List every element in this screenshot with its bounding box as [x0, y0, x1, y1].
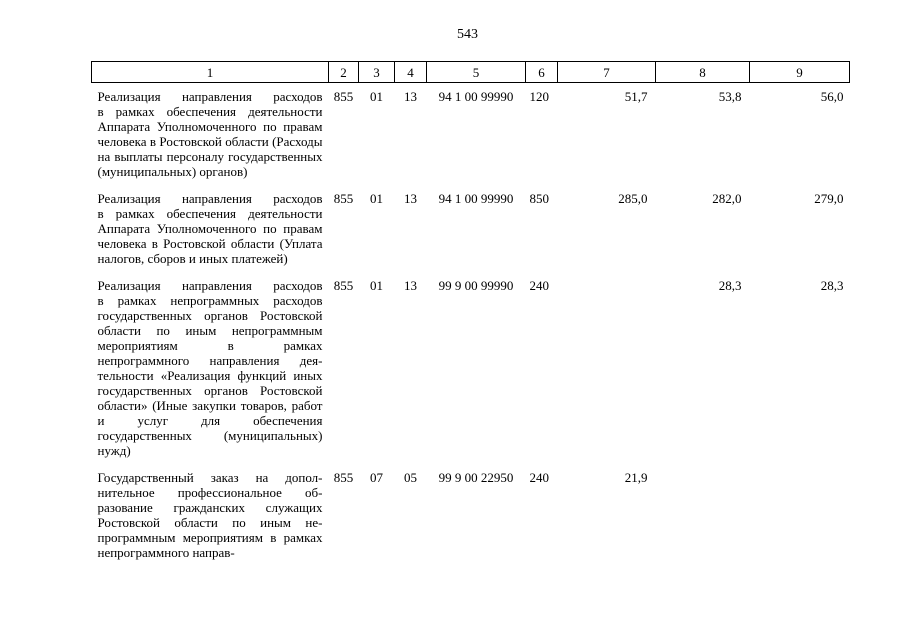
cell-ministry-code: 855 — [333, 470, 354, 485]
cell-amount-1: 285,0 — [618, 191, 648, 206]
cell-target-article: 99 9 00 22950 — [438, 470, 514, 485]
table-header-row — [92, 62, 850, 83]
column-header: 8 — [656, 62, 750, 83]
table-row — [92, 464, 850, 566]
cell-amount-3 — [750, 464, 850, 566]
cell-subsection: 13 — [404, 191, 417, 206]
column-header: 9 — [750, 62, 850, 83]
column-header: 5 — [427, 62, 526, 83]
table-row — [92, 185, 850, 272]
cell-expense-type: 120 — [529, 89, 549, 104]
cell-amount-2: 28,3 — [718, 278, 742, 293]
column-header: 4 — [395, 62, 427, 83]
cell-ministry-code: 855 — [333, 191, 354, 206]
cell-ministry-code: 855 — [333, 89, 354, 104]
cell-amount-3: 28,3 — [820, 278, 844, 293]
row-description: Государственный заказ на дополнительное профессиональное образование гражданских служащих Ростовской области по иным непрограммным мероприятиям в рамках непрограммного направ- — [97, 470, 323, 560]
cell-ministry-code: 855 — [333, 278, 354, 293]
cell-section: 01 — [370, 89, 383, 104]
cell-amount-3: 279,0 — [814, 191, 844, 206]
cell-section: 07 — [370, 470, 383, 485]
page-number: 543 — [457, 27, 478, 42]
cell-section: 01 — [370, 278, 383, 293]
column-header: 7 — [558, 62, 656, 83]
cell-section: 01 — [370, 191, 383, 206]
row-description: Реализация направления расходов в рамках непрограммных расходов государственных органов Ростовской области по иным непрограммным мероприятиям в рамках непрограммного направления деятельности «Реализация функций иных государственных органов Ростовской области» (Иные закупки товаров, работ и услуг для обеспечения государственных (муниципальных) нужд) — [97, 278, 323, 458]
cell-target-article: 94 1 00 99990 — [438, 191, 514, 206]
column-header: 1 — [92, 62, 329, 83]
column-header: 6 — [526, 62, 558, 83]
cell-target-article: 99 9 00 99990 — [438, 278, 514, 293]
column-header: 2 — [329, 62, 359, 83]
table-row — [92, 272, 850, 464]
cell-subsection: 13 — [404, 89, 417, 104]
budget-table — [91, 61, 850, 566]
cell-amount-2: 53,8 — [718, 89, 742, 104]
cell-target-article: 94 1 00 99990 — [438, 89, 514, 104]
table-row — [92, 83, 850, 186]
row-description: Реализация направления расходов в рамках обеспечения деятельности Аппарата Уполномоченного по правам человека в Ростовской области (Уплата налогов, сборов и иных платежей) — [97, 191, 323, 266]
row-description: Реализация направления расходов в рамках обеспечения деятельности Аппарата Уполномоченного по правам человека в Ростовской области (Расходы на выплаты персоналу государственных (муниципальных) органов) — [97, 89, 323, 179]
cell-subsection: 05 — [404, 470, 417, 485]
cell-amount-3: 56,0 — [820, 89, 844, 104]
cell-expense-type: 240 — [529, 278, 549, 293]
cell-expense-type: 240 — [529, 470, 549, 485]
cell-amount-2: 282,0 — [712, 191, 742, 206]
cell-amount-1 — [558, 272, 656, 464]
cell-amount-1: 21,9 — [624, 470, 648, 485]
cell-expense-type: 850 — [529, 191, 549, 206]
column-header: 3 — [359, 62, 395, 83]
cell-amount-1: 51,7 — [624, 89, 648, 104]
cell-amount-2 — [656, 464, 750, 566]
cell-subsection: 13 — [404, 278, 417, 293]
